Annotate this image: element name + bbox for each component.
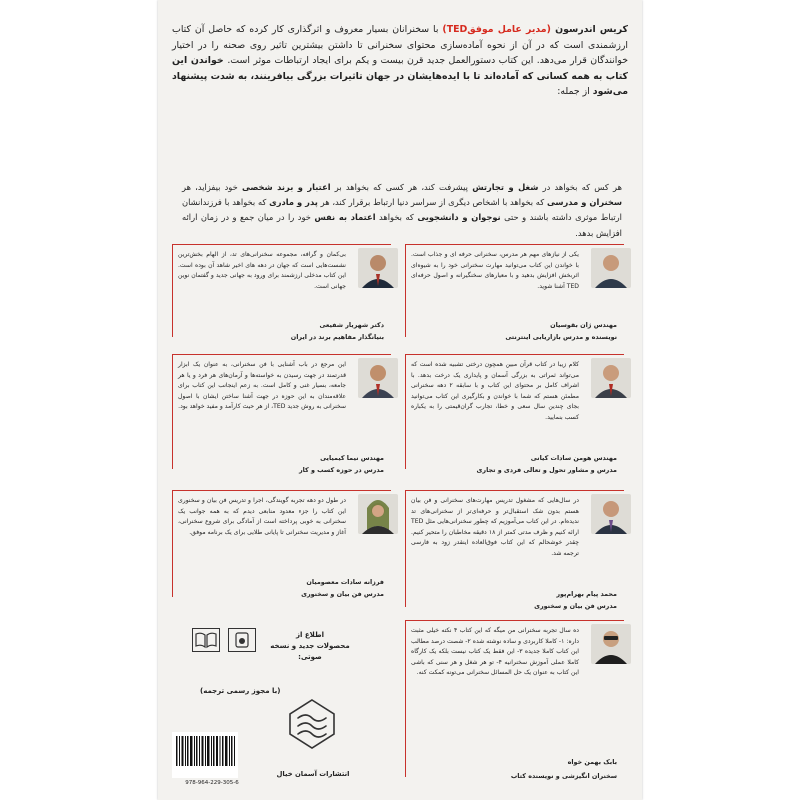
- notice-line-1: اطلاع از: [296, 631, 324, 639]
- audience-bold-1: شغل و تجارتش: [472, 182, 539, 192]
- author-photo: [358, 248, 398, 288]
- testimonial-card: [405, 620, 625, 788]
- testimonial-quote: ده سال تجربه سخنرانی من میگه که این کتاب ۴ نکته خیلی مثبت داره: ۱- کاملا کاربردی و ساده نوشته شده ۲- شصت درصد مطالب این کتاب کاملا جدیده ۳- این فقط یک کتاب نیست بلکه یک کارگاه کاملا عملی آموزش سخنرانیه ۴- تو هر شغل و هر سنی که باشی این کتاب به عنوان یک حل المسائل سخنرانی می‌تونه کمکت کنه.: [411, 627, 580, 677]
- testimonial-card: [405, 490, 625, 612]
- testimonial-role: مدرس و مشاور تحول و تعالی فردی و تجاری: [476, 466, 617, 474]
- testimonial-name: محمد پیام بهرام‌پور: [556, 590, 617, 598]
- testimonial-name: مهندس ژان بقوسیان: [550, 321, 617, 329]
- notice-line-2: محصولات جدید و نسخه صوتی:: [270, 642, 350, 661]
- audience-bold-6: اعتماد به نفس: [314, 212, 376, 223]
- audience-text-7: خود را در میان جمع و در زمان ارائه افزایش بدهد.: [182, 212, 622, 238]
- author-photo: [591, 624, 631, 664]
- author-photo: [591, 494, 631, 534]
- testimonial-name: بابک بهمن خواه: [567, 758, 617, 766]
- testimonial-card: [405, 354, 625, 474]
- intro-paragraph: [172, 22, 628, 100]
- publisher-name: انتشارات آسمان خیال: [276, 770, 350, 778]
- testimonial-role: مدرس در حوزه کسب و کار: [298, 466, 384, 474]
- author-role-post: ): [442, 24, 447, 35]
- audience-text-1: هر کس که بخواهد در: [538, 182, 622, 192]
- audience-text-5: که بخواهد با فرزندانشان ارتباط موثری داشته باشند و حتی: [182, 197, 622, 223]
- intro-body: با سخنرانان بسیار معروف و اثرگذاری کار کرده که حاصل آن کتاب ارزشمندی است که در آن از نحوه آماده‌سازی محتوای سخنرانی تا داشتن بیشترین تاثیر روی صحنه را در اختیار خوانندگان قرار می‌دهد. این کتاب دستورالعمل جدید قرن بیست و یکم برای ایجاد ارتباطات موثر است.: [172, 24, 629, 67]
- author-photo: [591, 248, 631, 288]
- book-icon: [192, 628, 220, 652]
- audience-bold-5: نوجوان و دانشجویی: [417, 212, 501, 223]
- testimonial-role: نویسنده و مدرس بازاریابی اینترنتی: [505, 333, 617, 341]
- testimonial-quote: کلام زیبا در کتاب قرآن مبین همچون درختی تشبیه شده است که می‌تواند ثمراتی به بزرگی آسمان و پایداری یک درخت بدهد. با اشراف کامل بر محتوای این کتاب و با سابقه ۲ دهه سخنرانی مطمئن هستم که شما با خواندن و بکارگیری این کتاب می‌توانید بجای چندین سال سعی و خطا، تجارب گران‌قیمتی را به یکباره کسب بنمایید.: [411, 361, 579, 421]
- audience-bold-4: پدر و مادری: [269, 197, 318, 208]
- author-photo: [358, 358, 398, 398]
- intro-tail: از جمله:: [557, 86, 593, 98]
- license-note: (با مجوز رسمی ترجمه): [200, 687, 281, 695]
- testimonial-card: [172, 244, 392, 340]
- ted-label: TED: [446, 24, 468, 35]
- testimonial-name: دکتر شهریار شفیعی: [319, 321, 384, 329]
- audio-icon: [228, 628, 256, 652]
- barcode: [172, 732, 238, 778]
- author-role-pre: (مدیر عامل موفق: [467, 24, 556, 35]
- audience-text-3: خود بیفزاید، هر: [182, 182, 242, 192]
- audience-bold-2: اعتبار و برند شخصی: [241, 182, 331, 192]
- testimonial-card: [172, 490, 392, 602]
- testimonial-name: مهندس هومن سادات کیانی: [530, 454, 617, 462]
- testimonial-role: مدرس فن بیان و سخنوری: [301, 590, 384, 598]
- audience-text-6: که بخواهد: [375, 212, 418, 223]
- testimonial-quote: بی‌کمان و گرافه، مجموعه سخنرانی‌های تد، از الهام بخش‌ترین نشست‌هایی است که جهان در دهه های اخیر شاهد آن بوده است. این کتاب مدخلی ارزشمند برای ورود به جهانی جدید و گفتمان نوین جهانی است.: [178, 251, 346, 290]
- audience-bold-3: سخنران و مدرسی: [546, 197, 623, 208]
- testimonial-card: [172, 354, 392, 474]
- testimonial-quote: در سال‌هایی که مشغول تدریس مهارت‌های سخنرانی و فن بیان هستم بدون شک استقبال‌تر و حرفه‌ای‌تر از سخنرانی‌های تد ندیده‌ام. در این کتاب می‌آموزیم که چطور سخنرانی‌هایی مثل TED ارائه کنیم و ظرف مدتی کمتر از ۱۸ دقیقه مخاطبان را متحیر کنیم. چقدر خوشحالم که این کتاب فوق‌العاده اینقدر زود به فارسی ترجمه شد.: [411, 497, 579, 557]
- author-name: کریس اندرسون: [555, 24, 628, 35]
- testimonial-name: مهندس نیما کیمیایی: [320, 454, 384, 462]
- publisher-logo-icon: [282, 694, 342, 754]
- testimonial-role: بنیانگذار مفاهیم برند در ایران: [290, 333, 384, 341]
- author-photo: [358, 494, 398, 534]
- author-photo: [591, 358, 631, 398]
- audience-text-2: پیشرفت کند، هر کسی که بخواهد بر: [330, 182, 473, 192]
- testimonial-quote: در طول دو دهه تجربه گویندگی، اجرا و تدریس فن بیان و سخنوری این کتاب را جزء معدود منابعی دیدم که به همه جوانب یک سخنرانی به خوبی پرداخته است از آمادگی برای شروع سخنرانی، آغاز و مدیریت سخنرانی تا پایانی طلایی برای یک برنامه موفق.: [178, 497, 346, 536]
- testimonial-quote: این مرجع در باب آشنایی با فن سخنرانی، به عنوان یک ابزار قدرتمند در جهت رسیدن به خواسته‌ها و آرمان‌های هر فرد و یا هر جامعه، بسیار غنی و کامل است. به زعم اینجانب این کتاب برای علاقه‌مندان به این حوزه در جهت آشنا ساختن ایشان با اصول سخنرانی به روش جدید TED، از هر حیث کارآمد و مفید خواهد بود.: [178, 361, 346, 411]
- new-products-notice: [264, 630, 356, 663]
- testimonial-role: مدرس فن بیان و سخنوری: [534, 602, 617, 610]
- testimonial-name: فرزانه سادات معصومیان: [306, 578, 384, 586]
- testimonial-card: [405, 244, 625, 340]
- testimonial-role: سخنران انگیزشی و نویسنده کتاب: [510, 772, 617, 780]
- testimonial-quote: یکی از نیازهای مهم هر مدرس، سخنرانی حرفه ای و جذاب است. با خواندن این کتاب می‌توانید مهارت سخنرانی خود را به شیوه‌ای اثربخش افزایش بدهید و با معیارهای سخنگیرانه و اصول حرفه‌ای TED آشنا شوید.: [411, 251, 579, 290]
- audience-paragraph: [182, 180, 622, 241]
- intro-recommendation: خواندن این کتاب به همه کسانی که آماده‌اند تا با ایده‌هایشان در جهان تاثیرات بزرگی بیافرینند، به شدت پیشنهاد می‌شود: [172, 55, 628, 98]
- isbn-number: 978-964-229-305-6: [185, 780, 239, 786]
- audience-text-4: که بخواهد با اشخاص دیگری از سراسر دنیا ارتباط برقرار کند، هر: [317, 197, 547, 208]
